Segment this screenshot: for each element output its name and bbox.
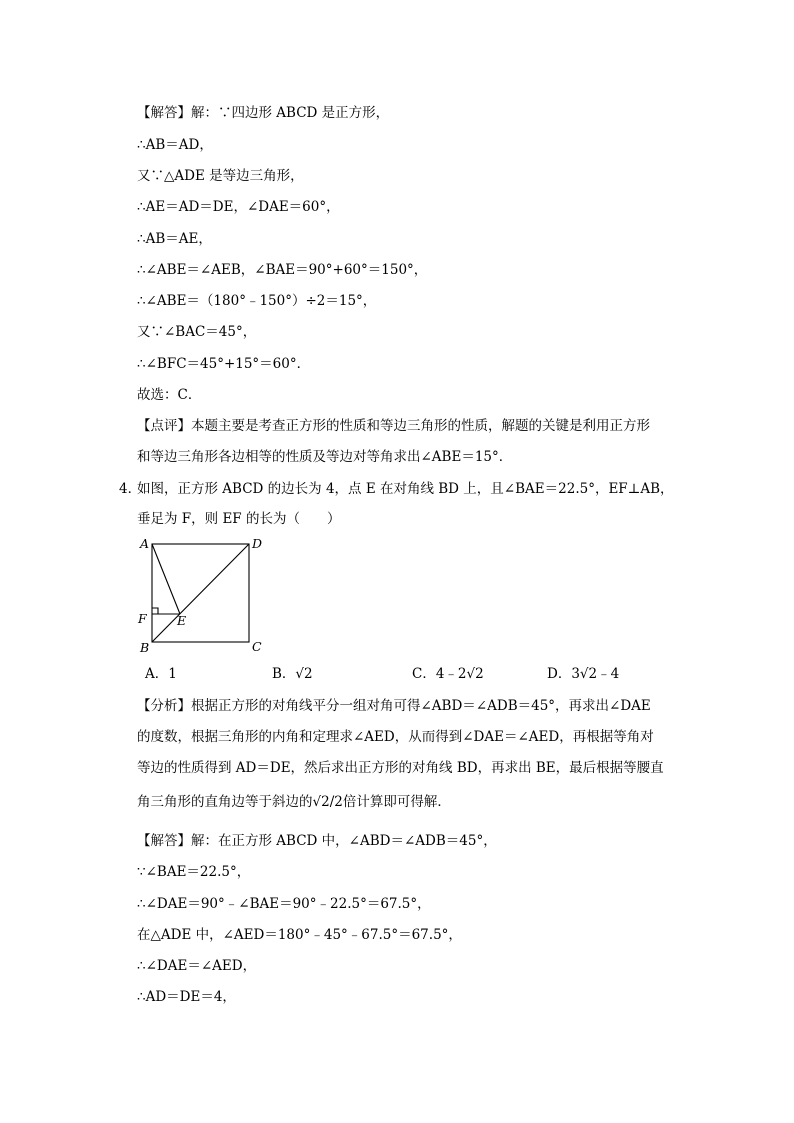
option-c: C．4﹣2√2 (412, 666, 484, 682)
solution-line: ∴AB＝AE， (137, 231, 212, 247)
label-e: E (177, 613, 187, 628)
solution-line: ∴AE＝AD＝DE，∠DAE＝60°， (137, 199, 340, 215)
solution-line: 又∵△ADE 是等边三角形， (137, 168, 304, 184)
solution-line: ∴∠DAE＝90°﹣∠BAE＝90°﹣22.5°＝67.5°， (137, 896, 431, 912)
solution-line: ∴AD＝DE＝4， (137, 989, 236, 1005)
right-angle-mark (152, 608, 158, 614)
question-stem: 如图，正方形 ABCD 的边长为 4，点 E 在对角线 BD 上，且∠BAE＝22.5°，EF⊥AB， (137, 481, 674, 497)
comment-line: 和等边三角形各边相等的性质及等边对等角求出∠ABE＝15°． (137, 449, 513, 465)
segment-ae (152, 544, 180, 614)
question-stem: 垂足为 F，则 EF 的长为（ ） (137, 511, 341, 527)
solution-line: 在△ADE 中，∠AED＝180°﹣45°﹣67.5°＝67.5°， (137, 927, 462, 943)
diagonal-bd (152, 544, 249, 642)
analysis-line: 等边的性质得到 AD＝DE，然后求出正方形的对角线 BD，再求出 BE，最后根据等腰直 (137, 760, 664, 776)
label-b: B (140, 640, 150, 655)
option-b: B．√2 (272, 666, 313, 682)
label-d: D (252, 536, 263, 551)
solution-line: 又∵∠BAC＝45°， (137, 324, 257, 340)
solution-line: 【解答】解：在正方形 ABCD 中，∠ABD＝∠ADB＝45°， (137, 833, 497, 849)
label-c: C (252, 639, 262, 654)
solution-line: ∴∠ABE＝（180°﹣150°）÷2＝15°， (137, 293, 377, 309)
solution-line: 【解答】解：∵四边形 ABCD 是正方形， (137, 105, 390, 121)
solution-line: ∵∠BAE＝22.5°， (137, 864, 251, 880)
label-f: F (138, 611, 147, 626)
analysis-line: 角三角形的直角边等于斜边的√2/2倍计算即可得解． (137, 794, 451, 810)
comment-line: 【点评】本题主要是考查正方形的性质和等边三角形的性质，解题的关键是利用正方形 (137, 418, 650, 434)
solution-line: ∴∠ABE＝∠AEB，∠BAE＝90°+60°＝150°， (137, 262, 428, 278)
analysis-line: 【分析】根据正方形的对角线平分一组对角可得∠ABD＝∠ADB＝45°，再求出∠DAE (137, 698, 651, 714)
solution-line: ∴∠BFC＝45°+15°＝60°． (137, 356, 311, 372)
solution-line: 故选：C． (137, 387, 202, 403)
analysis-line: 的度数，根据三角形的内角和定理求∠AED，从而得到∠DAE＝∠AED，再根据等角对 (137, 729, 654, 745)
option-d: D．3√2﹣4 (547, 666, 620, 682)
square-figure (133, 533, 273, 658)
label-a: A (140, 536, 150, 551)
option-a: A．1 (145, 666, 177, 682)
question-number: 4． (119, 481, 142, 497)
solution-line: ∴∠DAE＝∠AED， (137, 958, 257, 974)
solution-line: ∴AB＝AD， (137, 137, 213, 153)
